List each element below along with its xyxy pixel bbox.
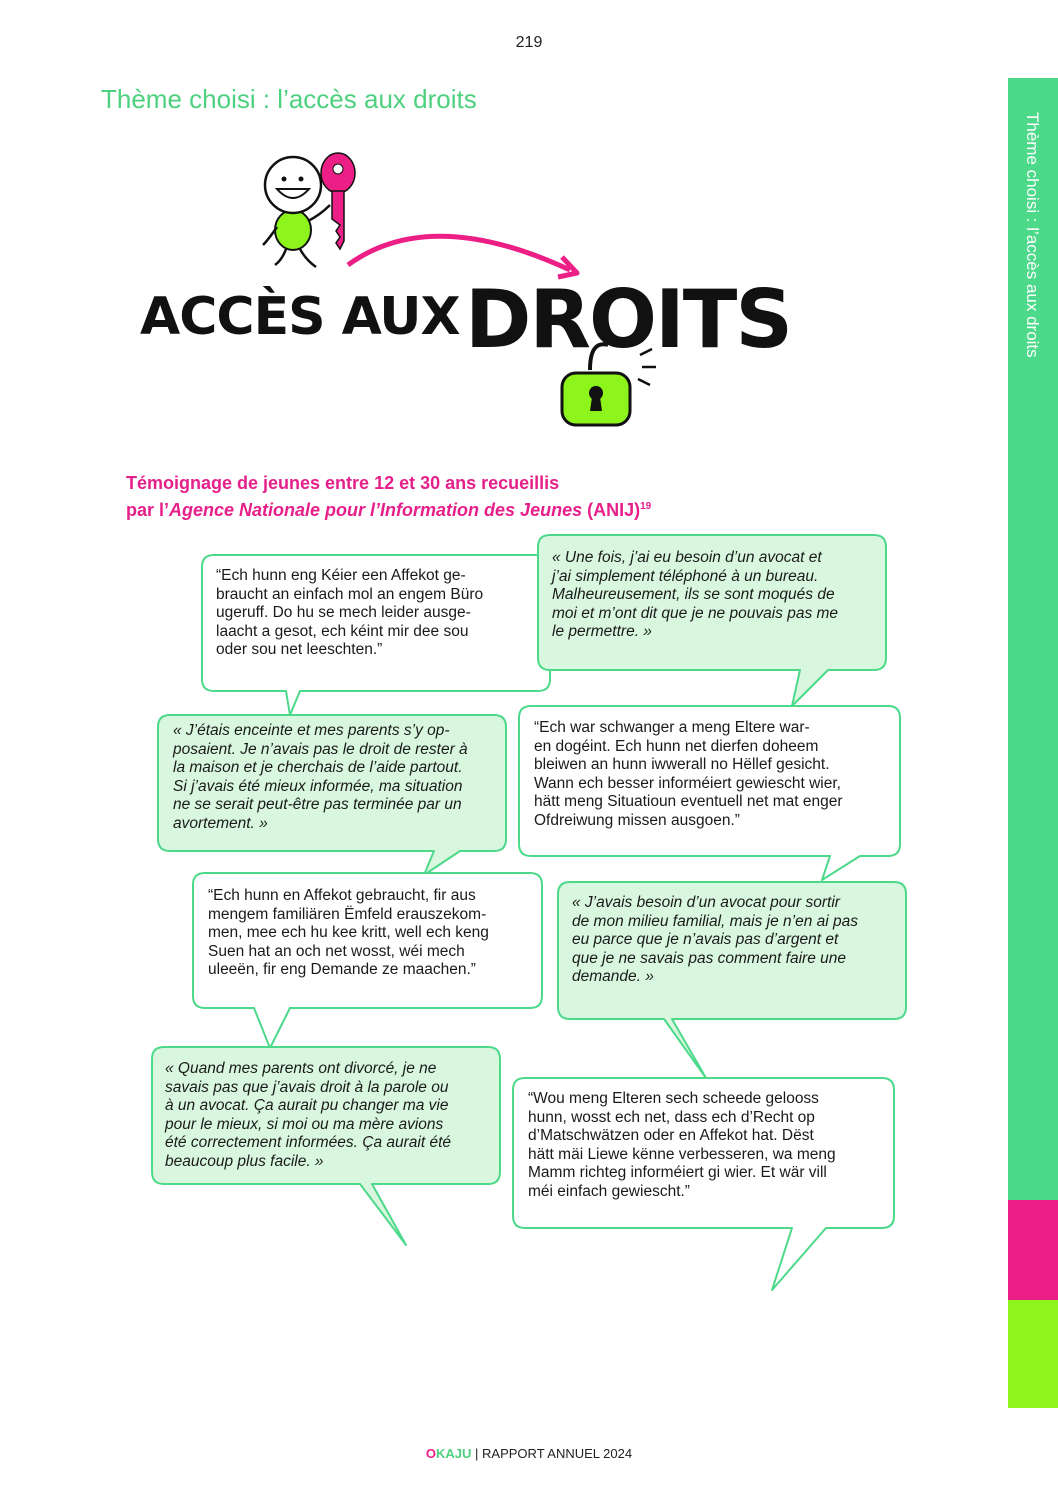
intro-line1: Témoignage de jeunes entre 12 et 30 ans recueillis <box>126 473 560 493</box>
testimonial-5-text: “Ech hunn en Affekot gebraucht, fir aus mengem familiären Ëmfeld erauszekom- men, mee ech hu kee kritt, well ech keng Suen hat an och net wosst, wéi mech uleeën, fir eng Demande ze maachen.” <box>208 887 489 978</box>
side-tab-label: Thème choisi : l’accès aux droits <box>1023 112 1042 358</box>
testimonial-6-text: « J’avais besoin d’un avocat pour sortir de mon milieu familial, mais je n’en ai pas eu parce que je n’avais pas d’argent et que je ne savais pas comment faire une demande. » <box>572 894 859 985</box>
hero-title-line1: ACCÈS AUX <box>140 287 460 347</box>
testimonial-2-text: « Une fois, j’ai eu besoin d’un avocat et j’ai simplement téléphoné à un bureau. Malheureusement, ils se sont moqués de moi et m’ont dit que je ne pouvais pas me le permettre. » <box>552 549 839 640</box>
intro-suffix: (ANIJ) <box>582 500 641 520</box>
footer-logo-kaju: KAJU <box>436 1446 472 1461</box>
intro-footnote: 19 <box>640 501 652 512</box>
footer-logo-o: O <box>425 1446 437 1461</box>
testimonial-4-text: “Ech war schwanger a meng Eltere war- en dogéint. Ech hunn net dierfen doheem bleiwen an hunn iwwerall no Hëllef gesicht. Wann ech besser informéiert gewiescht wier, hätt meng Situatioun eventuell net mat enger Ofdreiwung missen ausgoen.” <box>534 719 843 829</box>
page-number: 219 <box>515 34 543 51</box>
hero-title-line2: DROITS <box>465 273 791 366</box>
footer-report: RAPPORT ANNUEL 2024 <box>482 1446 633 1461</box>
section-title: Thème choisi : l’accès aux droits <box>101 84 477 114</box>
footer <box>0 1446 1058 1461</box>
testimonial-1-text: “Ech hunn eng Kéier een Affekot ge- braucht an einfach mol an engem Büro ugeruff. Do hu se mech leider ausge- laacht a gesot, ech kéint mir dee sou oder sou net leeschten.” <box>216 567 484 658</box>
testimonial-7-text: « Quand mes parents ont divorcé, je ne savais pas que j’avais droit à la parole ou à un avocat. Ça aurait pu changer ma vie pour le mieux, si moi ou ma mère avions été correctement informées. Ça aurait été beaucoup plus facile. » <box>165 1060 452 1170</box>
testimonial-3-text: « J’étais enceinte et mes parents s’y op- posaient. Je n’avais pas le droit de rester à la maison et je cherchais de l’aide partout. Si j’avais été mieux informée, ma situation ne se serait peut-être pas terminée par un avortement. » <box>173 722 468 832</box>
footer-separator: | <box>471 1446 483 1461</box>
testimonial-8-text: “Wou meng Elteren sech scheede gelooss hunn, wosst ech net, dass ech d’Recht op d’Matschwätzen oder en Affekot hat. Dëst hätt mäi Liewe kënne verbesseren, wa meng Mamm richteg informéiert gi wier. Et wär vill méi einfach gewiescht.” <box>528 1090 836 1200</box>
intro-prefix: par l’ <box>126 500 170 520</box>
intro-agency: Agence Nationale pour l’Information des Jeunes <box>169 500 583 520</box>
